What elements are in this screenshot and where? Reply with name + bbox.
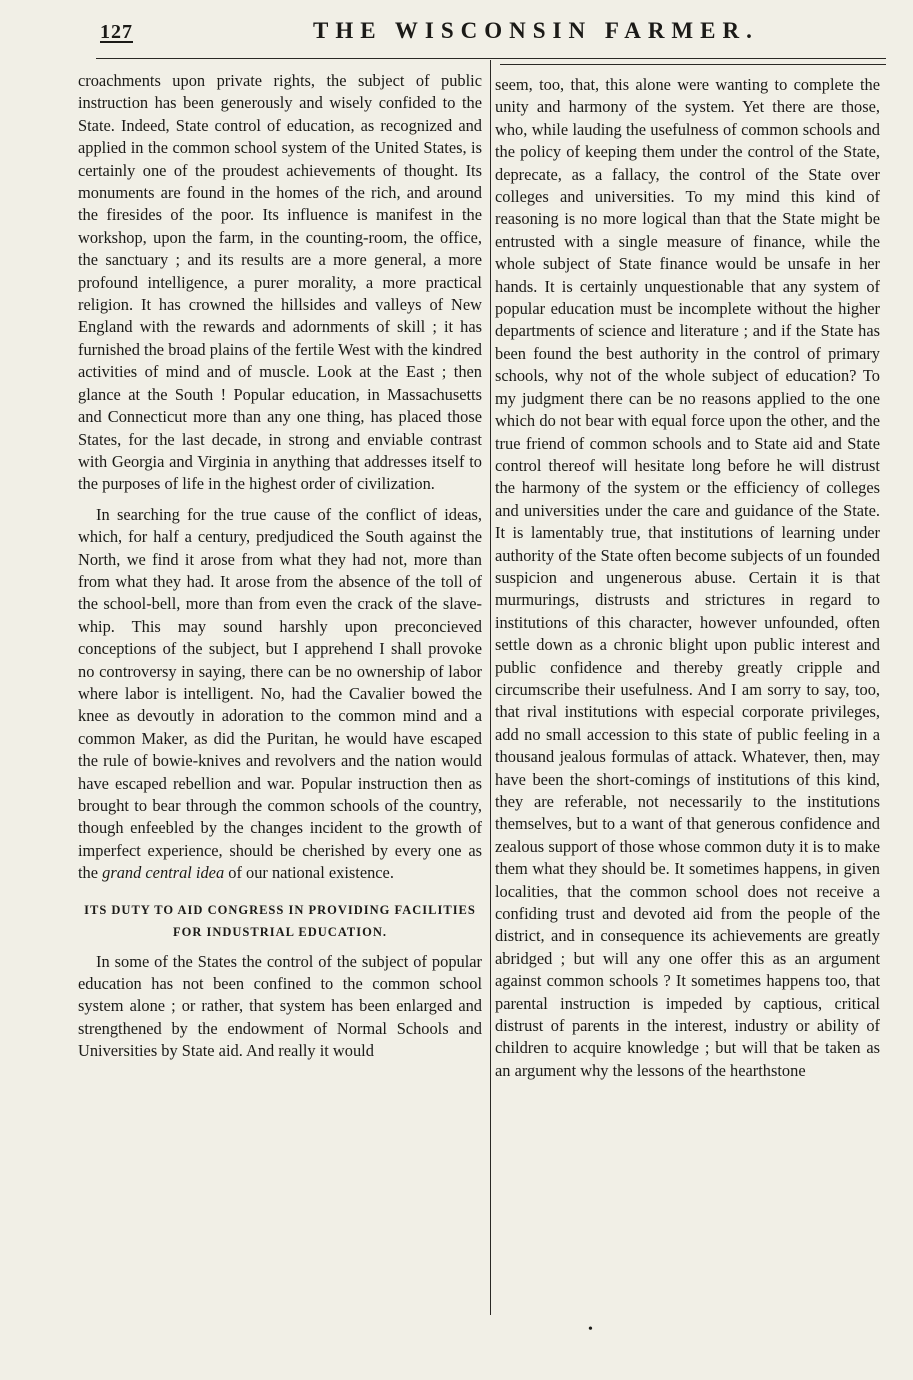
column-divider: [490, 60, 491, 1315]
left-paragraph-2-end: of our national existence.: [228, 863, 394, 883]
right-column: [495, 74, 880, 1082]
section-heading: ITS DUTY TO AID CONGRESS IN PROVIDING FACILITIES FOR INDUSTRIAL EDUCATION.: [84, 902, 476, 939]
header-rule-secondary: [500, 64, 886, 65]
left-paragraph-2: [78, 504, 482, 885]
left-paragraph-3: In some of the States the control of the subject of popular education has not been confined to the common school system alone ; or rather, that system has been enlarged and strengthened by the endowment of Normal Schools and Universities by State aid. And really it would: [78, 951, 482, 1061]
ink-mark: •: [588, 1322, 593, 1337]
left-paragraph-1: croachments upon private rights, the subject of public instruction has been generously and wisely confided to the State. Indeed, State control of education, as recognized and applied in the common school system of the United States, is certainly one of the proudest achievements of thought. Its monuments are found in the homes of the rich, and around the firesides of the poor. Its influence is manifest in the workshop, upon the farm, in the counting-room, the office, the sanctuary ; and its results are a more general, a more profound intelligence, a purer morality, a more practical religion. It has crowned the hillsides and valleys of New England with the rewards and adornments of skill ; it has furnished the broad plains of the fertile West with the kindred activities of mind and of muscle. Look at the East ; then glance at the South ! Popular education, in Massachusetts and Connecticut more than any one thing, has placed those States, for the last decade, in strong and enviable contrast with Georgia and Virginia in anything that addresses itself to the purposes of life in the highest order of civilization.: [78, 71, 482, 494]
italic-phrase: grand central idea: [102, 863, 225, 883]
page-header: [60, 18, 875, 52]
journal-title: THE WISCONSIN FARMER.: [313, 18, 759, 43]
header-rule: [96, 58, 886, 59]
page-number: 127: [100, 21, 133, 43]
left-paragraph-2-text: In searching for the true cause of the conflict of ideas, which, for half a century, predjudiced the South against the North, we find it arose from what they had not, more than from what they had. It arose from the absence of the toll of the school-bell, more than from even the crack of the slave-whip. This may sound harshly upon preconcieved conceptions of the subject, but I apprehend I shall provoke no controversy in saying, there can be no ownership of labor where labor is intelligent. No, had the Cavalier bowed the knee as devoutly in adoration to the common mind and a common Maker, as did the Puritan, he would have escaped the rule of bowie-knives and revolvers and the nation would have escaped rebellion and war. Popular instruction then as brought to bear through the common schools of the country, though enfeebled by the changes incident to the growth of imperfect experience, should be cherished by every one as the: [78, 504, 482, 883]
right-paragraph-1: seem, too, that, this alone were wanting to complete the unity and harmony of the system. Yet there are those, who, while lauding the usefulness of common schools and the policy of keeping them under the control of the State, deprecate, as a fallacy, the control of the State over colleges and universities. To my mind this kind of reasoning is no more logical than that the State might be entrusted with a single measure of finance, while the whole subject of State finance would be unsafe in her hands. It is certainly unquestionable that any system of popular education must be incomplete without the higher departments of science and literature ; and if the State has been found the best authority in the control of primary schools, why not of the whole subject of education? To my judgment there can be no reasons applied to the one which do not bear with equal force upon the other, and the true friend of common schools and to State aid and State control thereof will hesitate long before he will distrust the harmony of the system or the efficiency of colleges and universities under the care and guidance of the State. It is lamentably true, that institutions of learning under authority of the State often become subjects of un founded suspicion and ungenerous abuse. Certain it is that murmurings, distrusts and strictures in regard to institutions of this character, however unfounded, often settle down as a chronic blight upon public interest and public confidence and thereby greatly cripple and circumscribe their usefulness. And I am sorry to say, too, that rival institutions with especial corporate privileges, add no small accession to this state of public feeling in a thousand jealous formulas of attack. Whatever, then, may have been the short-comings of institutions of this kind, they are referable, not necessarily to the institutions themselves, but to a want of that generous confidence and zealous support of those whose common duty it is to make them what they should be. It sometimes happens, in given localities, that the common school does not receive a confiding trust and devoted aid from the people of the district, and in consequence its achievements are greatly abridged ; but will any one offer this as an argument against common schools ? It sometimes happens too, that parental instruction is impeded by captious, critical distrust of parents in the interest, industry or ability of children to acquire knowledge ; but will that be taken as an argument why the lessons of the hearthstone: [495, 75, 880, 1080]
left-column: [78, 70, 482, 1063]
